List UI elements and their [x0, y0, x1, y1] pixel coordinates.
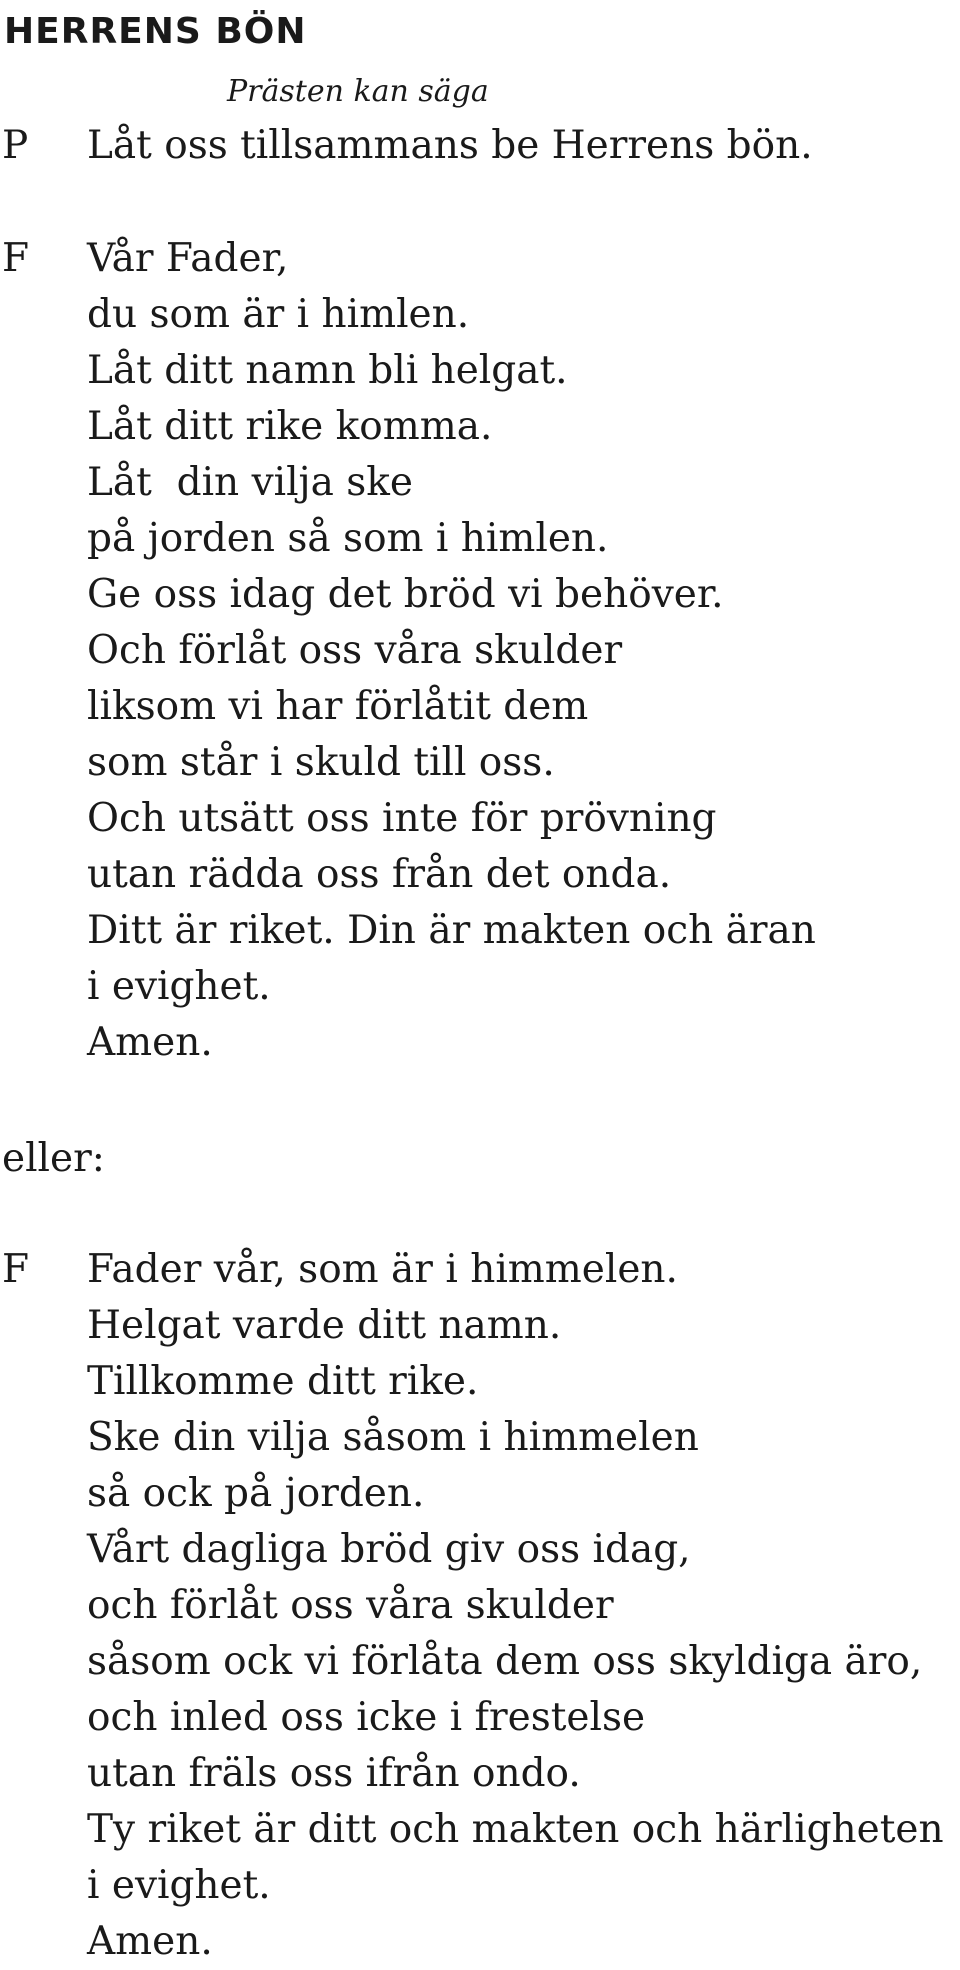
prayer-line: Låt ditt rike komma. — [87, 404, 493, 449]
speaker-label-congregation: F — [2, 1247, 30, 1292]
prayer-line: och förlåt oss våra skulder — [87, 1583, 614, 1628]
prayer-line: som står i skuld till oss. — [87, 740, 555, 785]
prayer-line: Ty riket är ditt och makten och härligheten — [87, 1807, 944, 1852]
prayer-old-lines — [87, 1242, 944, 1970]
prayer-line: på jorden så som i himlen. — [87, 516, 609, 561]
prayer-line: Tillkomme ditt rike. — [87, 1359, 479, 1404]
invitation-text: Låt oss tillsammans be Herrens bön. — [87, 123, 813, 168]
prayer-line: Låt ditt namn bli helgat. — [87, 348, 568, 393]
prayer-line: Ske din vilja såsom i himmelen — [87, 1415, 699, 1460]
prayer-line: Fader vår, som är i himmelen. — [87, 1247, 678, 1292]
prayer-line: Och förlåt oss våra skulder — [87, 628, 623, 673]
speaker-label-priest: P — [2, 123, 29, 168]
prayer-line: utan rädda oss från det onda. — [87, 852, 672, 897]
prayer-line: såsom ock vi förlåta dem oss skyldiga äro, — [87, 1639, 923, 1684]
prayer-line: och inled oss icke i frestelse — [87, 1695, 646, 1740]
prayer-new-lines — [87, 231, 816, 1071]
prayer-line: Vårt dagliga bröd giv oss idag, — [87, 1527, 691, 1572]
prayer-line: Ge oss idag det bröd vi behöver. — [87, 572, 724, 617]
prayer-line: i evighet. — [87, 1863, 271, 1908]
prayer-line: så ock på jorden. — [87, 1471, 425, 1516]
prayer-line: Amen. — [87, 1919, 213, 1964]
prayer-line: Amen. — [87, 1020, 213, 1065]
prayer-line: Och utsätt oss inte för prövning — [87, 796, 717, 841]
prayer-line: Ditt är riket. Din är makten och äran — [87, 908, 816, 953]
prayer-line: utan fräls oss ifrån ondo. — [87, 1751, 581, 1796]
prayer-line: Vår Fader, — [87, 236, 289, 281]
rubric-instruction: Prästen kan säga — [227, 74, 489, 109]
prayer-line: i evighet. — [87, 964, 271, 1009]
page-title: HERRENS BÖN — [4, 11, 307, 52]
prayer-line: Helgat varde ditt namn. — [87, 1303, 562, 1348]
alternative-label: eller: — [2, 1136, 105, 1181]
speaker-label-congregation: F — [2, 236, 30, 281]
prayer-line: du som är i himlen. — [87, 292, 470, 337]
prayer-line: Låt din vilja ske — [87, 460, 414, 505]
prayer-line: liksom vi har förlåtit dem — [87, 684, 589, 729]
